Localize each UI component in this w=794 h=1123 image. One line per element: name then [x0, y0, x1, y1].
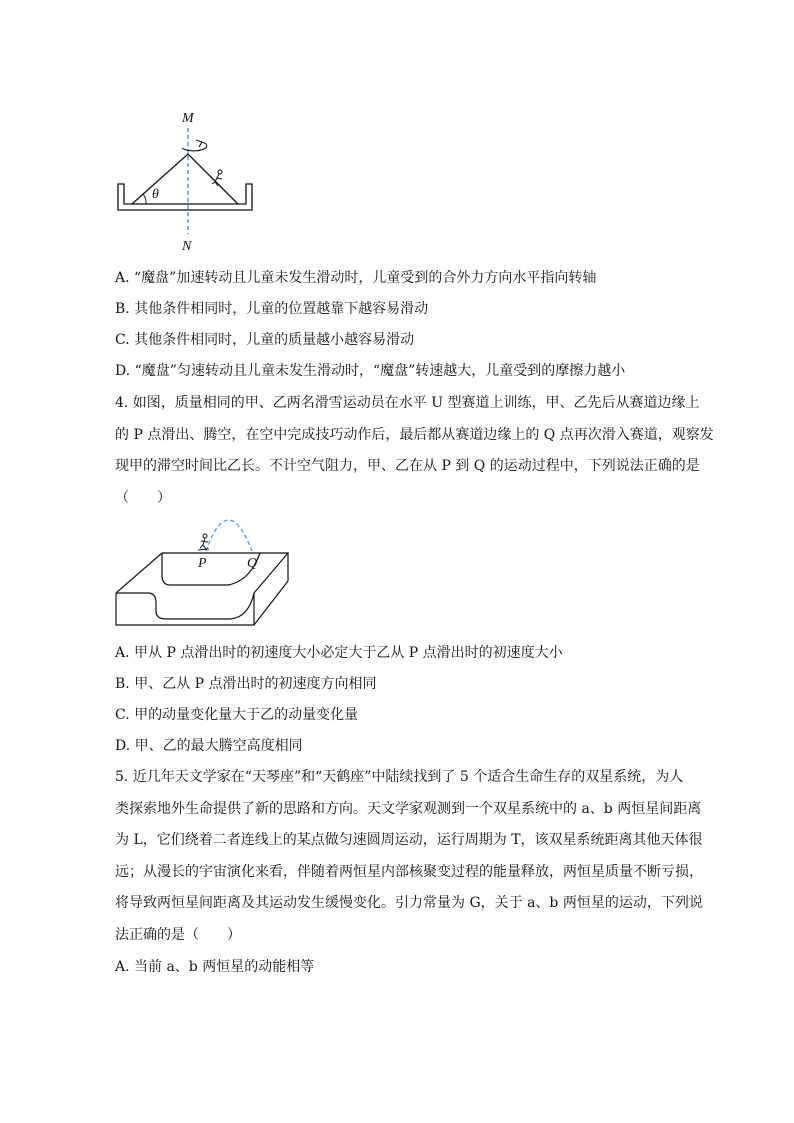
q5-stem-line-4: 远；从漫长的宇宙演化来看，伴随着两恒星内部核聚变过程的能量释放，两恒星质量不断亏损， — [115, 864, 703, 880]
q4-stem-line-1: 4. 如图，质量相同的甲、乙两名滑雪运动员在水平 U 型赛道上训练，甲、乙先后从赛道边缘上 — [115, 395, 700, 411]
q5-stem-line-6: 法正确的是（ ） — [115, 927, 241, 943]
label-p: P — [198, 556, 207, 571]
q4-option-b: B. 甲、乙从 P 点滑出时的初速度方向相同 — [115, 676, 377, 692]
label-q: Q — [247, 556, 258, 571]
q4-stem-line-4: （ ） — [115, 490, 171, 506]
q3-option-d: D. “魔盘”匀速转动且儿童未发生滑动时，“魔盘”转速越大，儿童受到的摩擦力越小 — [115, 363, 626, 379]
label-m: M — [182, 111, 194, 126]
q4-option-d: D. 甲、乙的最大腾空高度相同 — [115, 738, 303, 754]
magic-disc-figure — [110, 100, 270, 255]
q5-stem-line-5: 将导致两恒星间距离及其运动发生缓慢变化。引力常量为 G，关于 a、b 两恒星的运动，下列说 — [115, 895, 703, 911]
u-track-figure — [110, 515, 300, 630]
q3-option-c: C. 其他条件相同时，儿童的质量越小越容易滑动 — [115, 332, 415, 348]
q5-stem-line-1: 5. 近几年天文学家在“天琴座”和“天鹤座”中陆续找到了 5 个适合生命生存的双星系统，为人 — [115, 769, 684, 785]
label-n: N — [182, 239, 192, 254]
q4-option-c: C. 甲的动量变化量大于乙的动量变化量 — [115, 707, 359, 723]
q3-option-b: B. 其他条件相同时，儿童的位置越靠下越容易滑动 — [115, 301, 429, 317]
q4-option-a: A. 甲从 P 点滑出时的初速度大小必定大于乙从 P 点滑出时的初速度大小 — [115, 645, 563, 661]
label-theta: θ — [152, 187, 159, 202]
q5-stem-line-2: 类探索地外生命提供了新的思路和方向。天文学家观测到一个双星系统中的 a、b 两恒星间距离 — [115, 801, 702, 817]
q4-stem-line-3: 现甲的滞空时间比乙长。不计空气阻力，甲、乙在从 P 到 Q 的运动过程中，下列说法正确的是 — [115, 458, 700, 474]
q5-option-a: A. 当前 a、b 两恒星的动能相等 — [115, 959, 315, 975]
q5-stem-line-3: 为 L，它们绕着二者连线上的某点做匀速圆周运动，运行周期为 T，该双星系统距离其他天体很 — [115, 832, 703, 848]
q4-stem-line-2: 的 P 点滑出、腾空，在空中完成技巧动作后，最后都从赛道边缘上的 Q 点再次滑入赛道，观察发 — [115, 427, 714, 443]
trajectory-path — [206, 520, 252, 551]
rotation-arrow-icon — [182, 142, 207, 151]
cone-surface — [132, 154, 238, 204]
q3-option-a: A. “魔盘”加速转动且儿童未发生滑动时，儿童受到的合外力方向水平指向转轴 — [115, 270, 597, 286]
